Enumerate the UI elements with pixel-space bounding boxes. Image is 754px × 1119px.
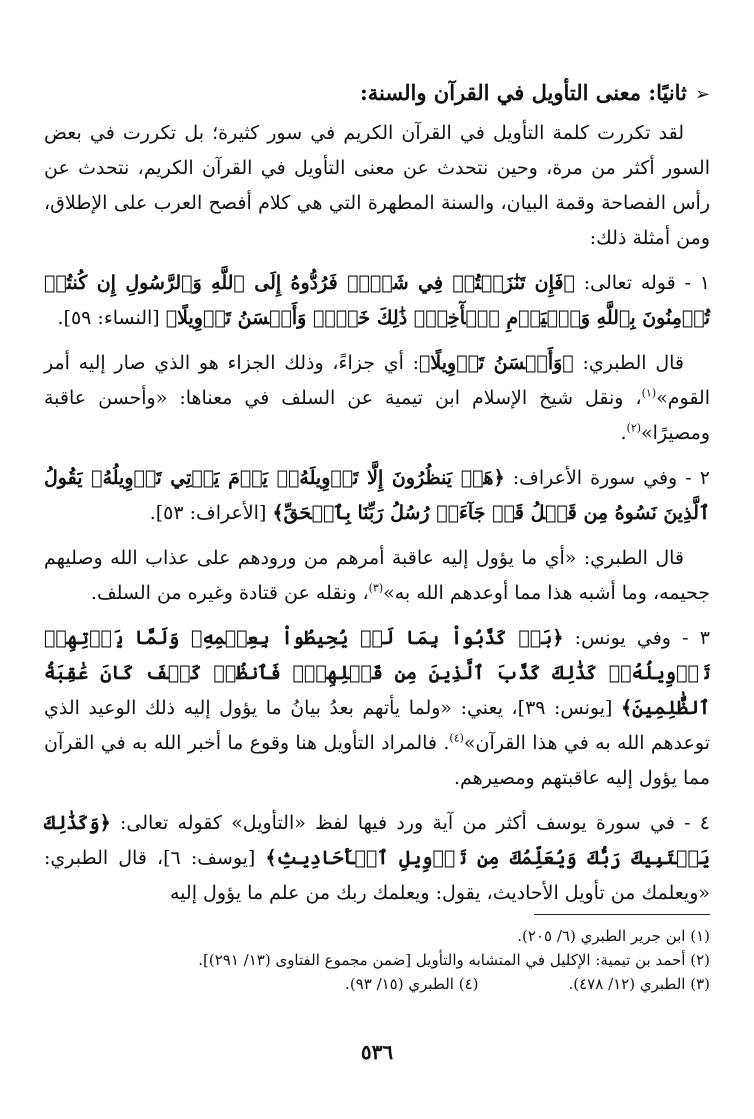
tabari-2-text-b: ، ونقله عن قتادة وغيره من السلف. [90,582,369,604]
example-2-lead: ٢ - وفي سورة الأعراف: [504,467,710,489]
body-text [44,116,710,921]
example-4-lead: ٤ - في سورة يوسف أكثر من آية ورد فيها لفظ «التأويل» كقوله تعالى: [110,812,710,834]
example-2 [44,461,710,531]
verse-yunus-39: ﴿بَلۡ كَذَّبُواْ بِمَا لَمۡ يُحِيطُواْ بِعِلۡمِهِۦ وَلَمَّا يَأۡتِهِمۡ تَأۡوِيلُهُۥۚ كَذَٰلِكَ كَذَّبَ ٱلَّذِينَ مِن قَبۡلِهِمۡۖ فَٱنظُرۡ كَيۡفَ كَانَ عَٰقِبَةُ ٱلظَّٰلِمِينَ﴾ [44,627,710,719]
example-2-ref: [الأعراف: ٥٣]. [149,502,273,524]
example-3-ref: [يونس: ٣٩]، يعني: «ولما يأتهم بعدُ بيانُ ما يؤول إليه ذلك الوعيد الذي توعدهم الله به في هذا القرآن» [44,697,710,754]
section-heading-text: ثانيًا: معنى التأويل في القرآن والسنة: [360,80,687,105]
footnote-3: (٣) الطبري (١٢/ ٤٧٨). [568,975,710,993]
tabari-1-text-c: . [620,422,627,444]
tabari-1-text-b: ، ونقل شيخ الإسلام ابن تيمية عن السلف في معناها: «وأحسن عاقبة ومصيرًا» [44,387,710,444]
example-1-ref: [النساء: ٥٩]. [57,307,166,329]
example-1-lead: ١ - قوله تعالى: [574,272,710,294]
example-3 [44,621,710,796]
footnote-3-4-line [44,972,710,996]
tabari-1-lead: قال الطبري: [573,352,684,374]
tabari-commentary-1 [44,346,710,451]
arrow-marker-icon: ➢ [694,84,710,105]
footnotes [44,924,710,996]
tabari-1-text-a: : أي جزاءً، وذلك الجزاء هو الذي صار إليه أمر القوم» [44,352,710,409]
verse-araf-53: ﴿هَلۡ يَنظُرُونَ إِلَّا تَأۡوِيلَهُۥۚ يَوۡمَ يَأۡتِي تَأۡوِيلُهُۥ يَقُولُ ٱلَّذِينَ نَسُوهُ مِن قَبۡلُ قَدۡ جَآءَتۡ رُسُلُ رَبِّنَا بِٱلۡحَقِّ﴾ [44,467,710,524]
verse-nisa-59: ﴿فَإِن تَنَٰزَعۡتُمۡ فِي شَيۡءٖ فَرُدُّوهُ إِلَى ٱللَّهِ وَٱلرَّسُولِ إِن كُنتُمۡ تُؤۡمِنُونَ بِٱللَّهِ وَٱلۡيَوۡمِ ٱلۡأٓخِرِۚ ذَٰلِكَ خَيۡرٞ وَأَحۡسَنُ تَأۡوِيلًا﴾ [44,272,710,329]
example-4 [44,806,710,911]
example-1 [44,266,710,336]
footnote-ref-3[interactable]: (٣) [368,581,384,595]
footnote-ref-4[interactable]: (٤) [449,731,464,745]
footnote-2: (٢) أحمد بن تيمية: الإكليل في المتشابه والتأويل [ضمن مجموع الفتاوى (١٣/ ٢٩١)]. [198,951,710,969]
footnote-1: (١) ابن جرير الطبري (٦/ ٢٠٥). [517,927,710,945]
example-3-text-b: . فالمراد التأويل هنا وقوع ما أخبر الله به في القرآن مما يؤول إليه عاقبتهم ومصيرهم. [44,732,710,789]
tabari-commentary-2 [44,541,710,611]
example-4-ref: [يوسف: ٦]، قال الطبري: «ويعلمك من تأويل الأحاديث، يقول: ويعلمك ربك من علم ما يؤول إليه [44,847,710,904]
footnote-ref-2[interactable]: (٢) [626,421,642,435]
footnote-ref-1[interactable]: (١) [641,386,657,400]
footnote-separator [534,914,710,915]
verse-ahsanu-tawila: ﴿وَأَحۡسَنُ تَأۡوِيلًا﴾ [419,352,574,374]
page-number: ٥٣٦ [360,1040,394,1064]
example-3-lead: ٣ - وفي يونس: [563,627,710,649]
intro-paragraph: لقد تكررت كلمة التأويل في القرآن الكريم في سور كثيرة؛ بل تكررت في بعض السور أكثر من مرة، وحين نتحدث عن معنى التأويل في القرآن الكريم، نتحدث عن رأس الفصاحة وقمة البيان، والسنة المطهرة التي هي كلام أفصح العرب على الإطلاق، ومن أمثلة ذلك: [44,122,710,249]
footnote-4: (٤) الطبري (١٥/ ٩٣). [345,975,479,993]
section-heading [44,76,710,112]
tabari-2-text-a: قال الطبري: «أي ما يؤول إليه عاقبة أمرهم من ورودهم على عذاب الله وصليهم جحيمه، وما أشبه هذا مما أوعدهم الله به» [44,547,710,604]
verse-yusuf-6: ﴿وَكَذَٰلِكَ يَجۡتَبِيكَ رَبُّكَ وَيُعَلِّمُكَ مِن تَأۡوِيلِ ٱلۡأَحَادِيثِ﴾ [44,812,710,869]
